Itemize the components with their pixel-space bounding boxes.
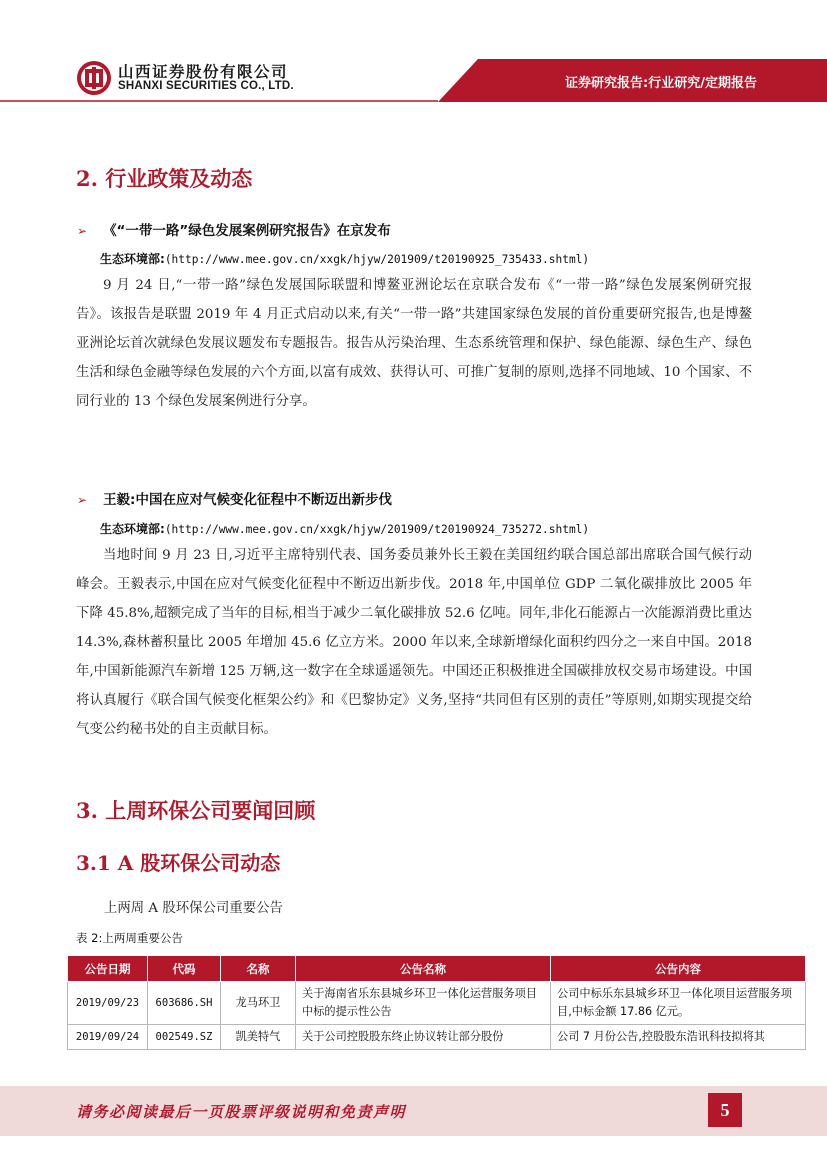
source-label: 生态环境部: xyxy=(100,522,165,536)
news-source xyxy=(100,250,589,267)
report-type-label: 证券研究报告:行业研究/定期报告 xyxy=(565,76,757,91)
cell-code: 603686.SH xyxy=(148,982,221,1025)
cell-date: 2019/09/24 xyxy=(68,1025,148,1050)
intro-text: 上两周 A 股环保公司重要公告 xyxy=(104,901,283,916)
cell-announcement-title: 关于海南省乐东县城乡环卫一体化运营服务项目中标的提示性公告 xyxy=(296,982,551,1025)
page-number: 5 xyxy=(708,1093,742,1127)
column-header: 代码 xyxy=(148,956,221,982)
company-name-cn: 山西证券股份有限公司 xyxy=(118,63,289,81)
news-source xyxy=(100,520,589,537)
column-header: 公告内容 xyxy=(551,956,806,982)
column-header: 公告日期 xyxy=(68,956,148,982)
subsection-title: 3.1 A 股环保公司动态 xyxy=(76,851,281,875)
cell-date: 2019/09/23 xyxy=(68,982,148,1025)
section-title: 3. 上周环保公司要闻回顾 xyxy=(76,798,316,823)
disclaimer-text: 请务必阅读最后一页股票评级说明和免责声明 xyxy=(76,1103,407,1121)
table-row xyxy=(68,1025,806,1050)
company-name-en: SHANXI SECURITIES CO., LTD. xyxy=(118,80,294,92)
cell-announcement-content: 公司 7 月份公告,控股股东浩讯科技拟将其 xyxy=(551,1025,806,1050)
news-title xyxy=(77,488,392,508)
cell-announcement-title: 关于公司控股股东终止协议转让部分股份 xyxy=(296,1025,551,1050)
news-title-text: 《“一带一路”绿色发展案例研究报告》在京发布 xyxy=(103,223,391,239)
cell-name: 龙马环卫 xyxy=(221,982,296,1025)
section-title: 2. 行业政策及动态 xyxy=(76,166,253,191)
table-caption: 表 2:上两周重要公告 xyxy=(76,931,183,945)
cell-name: 凯美特气 xyxy=(221,1025,296,1050)
news-body: 当地时间 9 月 23 日,习近平主席特别代表、国务委员兼外长王毅在美国纽约联合国总部出席联合国气候行动峰会。王毅表示,中国在应对气候变化征程中不断迈出新步伐。2018 年,中国单位 GDP 二氧化碳排放比 2005 年下降 45.8%,超额完成了当年的目标,相当于减少二氧化碳排放 52.6 亿吨。同年,非化石能源占一次能源消费比重达 14.3%,森林蓄积量比 2005 年增加 45.6 亿立方米。2000 年以来,全球新增绿化面积约四分之一来自中国。2018 年,中国新能源汽车新增 125 万辆,这一数字在全球遥遥领先。中国还正积极推进全国碳排放权交易市场建设。中国将认真履行《联合国气候变化框架公约》和《巴黎协定》义务,坚持“共同但有区别的责任”等原则,如期实现提交给气变公约秘书处的自主贡献目标。 xyxy=(76,548,752,737)
column-header: 名称 xyxy=(221,956,296,982)
table-row xyxy=(68,982,806,1025)
source-link[interactable]: (http://www.mee.gov.cn/xxgk/hjyw/201909/t20190924_735272.shtml) xyxy=(164,523,590,536)
announcement-table xyxy=(67,955,806,1050)
arrow-bullet-icon: ➢ xyxy=(77,224,88,238)
news-title-text: 王毅:中国在应对气候变化征程中不断迈出新步伐 xyxy=(103,492,392,508)
arrow-bullet-icon: ➢ xyxy=(77,493,88,507)
table-header-row xyxy=(68,956,806,982)
column-header: 公告名称 xyxy=(296,956,551,982)
news-title xyxy=(77,219,391,239)
news-body: 9 月 24 日,“一带一路”绿色发展国际联盟和博鳌亚洲论坛在京联合发布《“一带一路”绿色发展案例研究报告》。该报告是联盟 2019 年 4 月正式启动以来,有关“一带一路”共建国家绿色发展的首份重要研究报告,也是博鳌亚洲论坛首次就绿色发展议题发布专题报告。报告从污染治理、生态系统管理和保护、绿色能源、绿色生产、绿色生活和绿色金融等绿色发展的六个方面,以富有成效、获得认可、可推广复制的原则,选择不同地域、10 个国家、不同行业的 13 个绿色发展案例进行分享。 xyxy=(76,278,752,409)
cell-announcement-content: 公司中标乐东县城乡环卫一体化项目运营服务项目,中标金额 17.86 亿元。 xyxy=(551,982,806,1025)
company-logo-icon xyxy=(76,60,112,96)
cell-code: 002549.SZ xyxy=(148,1025,221,1050)
source-label: 生态环境部: xyxy=(100,252,165,266)
source-link[interactable]: (http://www.mee.gov.cn/xxgk/hjyw/201909/t20190925_735433.shtml) xyxy=(164,253,590,266)
